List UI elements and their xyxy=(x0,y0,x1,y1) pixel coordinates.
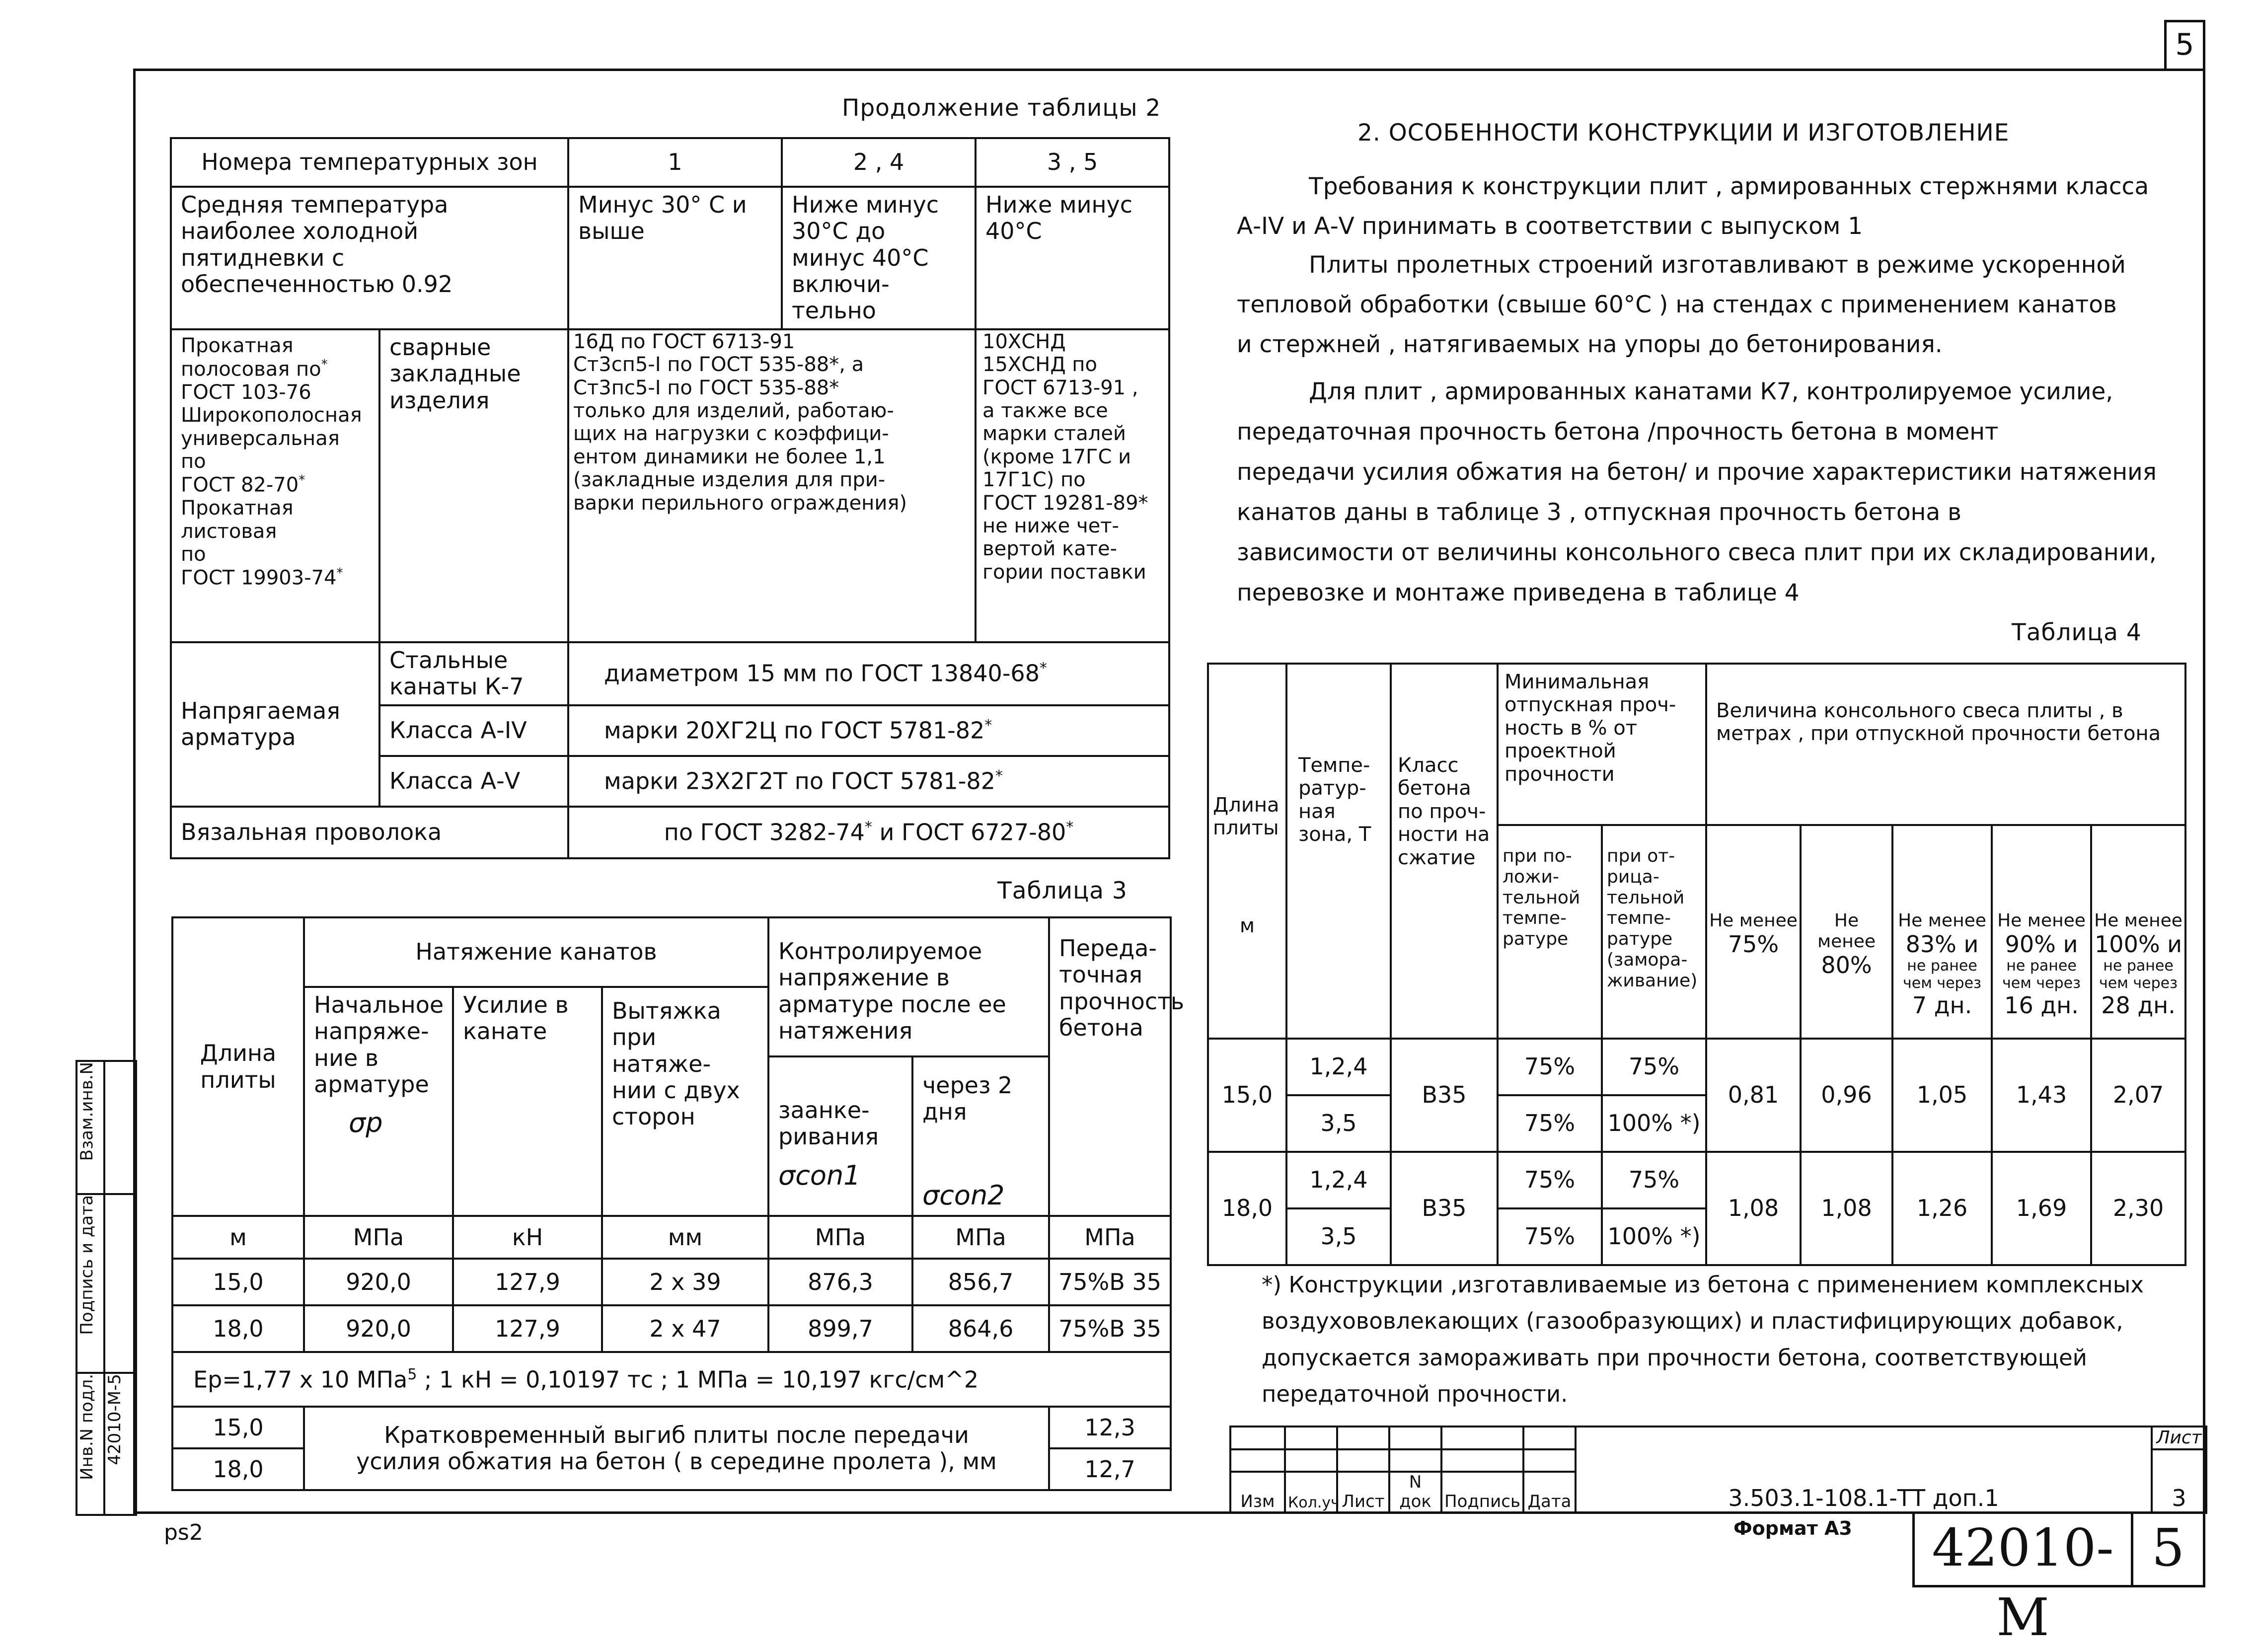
h-col-extra: не ранее чем через xyxy=(1903,957,1981,992)
table4-h-min-neg: при от- рица- тельной темпе- ратуре (замора- живание) xyxy=(1602,825,1706,1039)
steel-v35-line: гории поставки xyxy=(982,560,1146,584)
sidebar-stamp xyxy=(75,1060,137,1516)
steel-v35-line: ГОСТ 19281-89* xyxy=(982,491,1148,515)
footnote-line: воздухововлекающих (газообразующих) и пластифицирующих добавок, xyxy=(1262,1308,2123,1335)
table4-value: 2,07 xyxy=(2091,1039,2185,1152)
table2-header-row xyxy=(171,138,1169,187)
table3-unit: мм xyxy=(602,1216,768,1259)
table3-h-anchor-sym: σcon1 xyxy=(778,1159,861,1191)
steel-v35-line: не ниже чет- xyxy=(982,514,1119,537)
spec-text: марки 23Х2Г2Т по ГОСТ 5781-82 xyxy=(604,767,995,794)
table4-h-col xyxy=(1992,825,2091,1039)
table4 xyxy=(1207,663,2186,1266)
steel-line: листовая xyxy=(181,520,277,543)
table4-zone: 3,5 xyxy=(1286,1208,1391,1265)
spec-text: диаметром 15 мм по ГОСТ 13840-68 xyxy=(604,660,1040,687)
table4-caption: Таблица 4 xyxy=(2012,619,2142,646)
p3-line: передачи усилия обжатия на бетон/ и прочие характеристики натяжения xyxy=(1237,458,2157,486)
table3-h-after-sym: σcon2 xyxy=(922,1179,1005,1211)
stamp-col: Подпись xyxy=(1441,1472,1523,1513)
steel-line: Прокатная xyxy=(181,334,294,357)
table3-h-length: Длина плиты xyxy=(172,917,304,1216)
steel-line: по xyxy=(181,450,206,473)
table3-cell: 864,6 xyxy=(912,1305,1049,1352)
table2 xyxy=(170,137,1170,859)
table4-h-min-pos: при по- ложи- тельной темпе- ратуре xyxy=(1498,825,1602,1039)
table4-neg: 100% *) xyxy=(1602,1208,1706,1265)
table4-h-length-text: Длина плиты xyxy=(1213,794,1280,840)
table2-prestress-spec: диаметром 15 мм по ГОСТ 13840-68* xyxy=(568,642,1169,705)
deflection-length: 18,0 xyxy=(172,1448,304,1490)
p1-line: А-IV и А-V принимать в соответствии с выпуском 1 xyxy=(1237,213,1863,240)
table4-value: 0,96 xyxy=(1801,1039,1892,1152)
table4-class: В35 xyxy=(1391,1152,1498,1265)
steel-v35-line: вертой кате- xyxy=(982,537,1118,561)
table3-h-anchor-text: заанке- ривания xyxy=(778,1097,879,1150)
table2-steel-v35 xyxy=(976,329,1169,642)
steel-v124-line: варки перильного ограждения) xyxy=(573,491,907,515)
steel-line: универсальная xyxy=(181,427,340,450)
section2-p3 xyxy=(1237,372,2205,613)
h-col-main: Не менее xyxy=(2094,910,2183,931)
table4-value: 1,08 xyxy=(1801,1152,1892,1265)
table2-prestress-spec: марки 20ХГ2Ц по ГОСТ 5781-82* xyxy=(568,705,1169,756)
sidebar-inv-value: 42010-М-5 xyxy=(105,1374,125,1465)
table3-cell: 15,0 xyxy=(172,1259,304,1305)
h-col-val: 80% xyxy=(1821,951,1872,978)
table3-h-tension: Натяжение канатов xyxy=(304,917,768,987)
table4-pos: 75% xyxy=(1498,1039,1602,1095)
table2-steel-label: Прокатная полосовая по* ГОСТ 103-76 Широкополосная универсальная по ГОСТ 82-70* Прокатная листовая по ГОСТ 19903-74* xyxy=(171,329,379,642)
table2-caption: Продолжение таблицы 2 xyxy=(842,94,1161,122)
table4-neg: 75% xyxy=(1602,1152,1706,1208)
table4-h-class: Класс бетона по проч- ности на сжатие xyxy=(1391,664,1498,1039)
table3-header-row1 xyxy=(172,917,1171,987)
steel-v35-line: (кроме 17ГС и xyxy=(982,445,1131,468)
steel-v124-line: Ст3пс5-I по ГОСТ 535-88* xyxy=(573,376,839,399)
table3-unit: МПа xyxy=(912,1216,1049,1259)
h-col-main: Не менее xyxy=(1997,910,2086,931)
section2-p1 xyxy=(1237,167,2205,246)
table2-temp-v35: Ниже минус 40°С xyxy=(976,187,1169,329)
table3-cell: 920,0 xyxy=(304,1305,453,1352)
table3-h-after-text: через 2 дня xyxy=(922,1072,1013,1126)
table4-pos: 75% xyxy=(1498,1095,1602,1152)
section2-p2 xyxy=(1237,245,2205,365)
table3-cell: 18,0 xyxy=(172,1305,304,1352)
table4-h-col xyxy=(1892,825,1992,1039)
table2-header-zones: Номера температурных зон xyxy=(171,138,568,187)
table2-row-steel xyxy=(171,329,1169,642)
table3-caption: Таблица 3 xyxy=(997,877,1128,904)
table3-h-initial-text: Начальное напряже- ние в арматуре xyxy=(314,991,444,1098)
table4-value: 1,08 xyxy=(1706,1152,1801,1265)
table2-wire-spec: по ГОСТ 3282-74* и ГОСТ 6727-80* xyxy=(568,807,1169,858)
formula-a: Ер=1,77 х 10 МПа xyxy=(193,1365,408,1393)
stamp-sheet-label: Лист xyxy=(2152,1427,2206,1449)
table3-units-row xyxy=(172,1216,1171,1259)
steel-line: ГОСТ 19903-74 xyxy=(181,566,337,590)
table4-zone: 1,2,4 xyxy=(1286,1152,1391,1208)
table3-row xyxy=(172,1259,1171,1305)
table4-length: 15,0 xyxy=(1208,1039,1286,1152)
table4-row xyxy=(1208,1152,2185,1208)
h-col-main: Не менее xyxy=(1709,910,1798,931)
stamp-col: N док xyxy=(1389,1472,1441,1513)
table4-pos: 75% xyxy=(1498,1152,1602,1208)
p2-line: и стержней , натягиваемых на упоры до бетонирования. xyxy=(1237,331,1943,358)
table4-value: 0,81 xyxy=(1706,1039,1801,1152)
table3-cell: 2 х 39 xyxy=(602,1259,768,1305)
sidebar-podpis: Подпись и дата xyxy=(77,1195,97,1335)
steel-v35-line: 10ХСНД xyxy=(982,330,1066,353)
steel-v124-line: 16Д по ГОСТ 6713-91 xyxy=(573,330,795,353)
table2-prestress-spec: марки 23Х2Г2Т по ГОСТ 5781-82* xyxy=(568,756,1169,807)
page-corner-number-box xyxy=(2164,20,2205,70)
steel-line: ГОСТ 82-70 xyxy=(181,473,299,497)
table4-h-zone: Темпе- ратур- ная зона, Т xyxy=(1286,664,1391,1039)
table3-cell: 899,7 xyxy=(768,1305,912,1352)
footnote-line: допускается замораживать при прочности бетона, соответствующей xyxy=(1262,1344,2087,1371)
deflection-length: 15,0 xyxy=(172,1407,304,1448)
table2-prestress-type: Класса А-IV xyxy=(379,705,568,756)
table3-h-anchor xyxy=(768,1056,912,1216)
steel-v124-line: (закладные изделия для при- xyxy=(573,468,886,492)
table2-prestress-type: Стальные канаты К-7 xyxy=(379,642,568,705)
table2-header-zone1: 1 xyxy=(568,138,782,187)
stamp-col: Дата xyxy=(1523,1472,1576,1513)
table3-h-control: Контролируемое напряжение в арматуре после ее натяжения xyxy=(768,917,1049,1056)
table4-h-col xyxy=(1801,825,1892,1039)
table4-value: 1,26 xyxy=(1892,1152,1992,1265)
table4-h-length-unit: м xyxy=(1239,914,1255,937)
steel-v35-line: ГОСТ 6713-91 , xyxy=(982,376,1138,399)
footer-left: ps2 xyxy=(164,1520,203,1545)
steel-v124-line: только для изделий, работаю- xyxy=(573,399,894,422)
h-col-val: 90% и xyxy=(2005,930,2078,958)
table3-cell: 75%В 35 xyxy=(1049,1259,1171,1305)
deflection-value: 12,7 xyxy=(1049,1448,1171,1490)
table2-temp-v1: Минус 30° С и выше xyxy=(568,187,782,329)
table4-row xyxy=(1208,1039,2185,1095)
table3-unit: МПа xyxy=(1049,1216,1171,1259)
sidebar-inv: Инв.N подл. xyxy=(77,1374,97,1480)
table2-row-k7 xyxy=(171,642,1169,705)
table3-h-initial xyxy=(304,987,453,1216)
title-block xyxy=(1229,1426,2207,1514)
table3-cell: 127,9 xyxy=(453,1305,602,1352)
table4-h-col xyxy=(2091,825,2185,1039)
table3-unit: кН xyxy=(453,1216,602,1259)
table4-zone: 3,5 xyxy=(1286,1095,1391,1152)
h-col-main: Не менее xyxy=(1817,910,1876,952)
footnote-line: передаточной прочности. xyxy=(1262,1381,1568,1408)
section2-title: 2. ОСОБЕННОСТИ КОНСТРУКЦИИ И ИЗГОТОВЛЕНИЕ xyxy=(1357,119,2010,147)
p3-line: канатов даны в таблице 3 , отпускная прочность бетона в xyxy=(1237,499,1961,526)
table2-steel-v124 xyxy=(568,329,976,642)
steel-v35-line: 15ХСНД по xyxy=(982,353,1097,376)
wire-spec-a: по ГОСТ 3282-74 xyxy=(664,819,865,845)
p2-line: Плиты пролетных строений изготавливают в режиме ускоренной xyxy=(1309,251,2126,279)
h-col-extra: не ранее чем через xyxy=(2099,957,2178,992)
sidebar-vzam: Взам.инв.N xyxy=(77,1062,97,1161)
table2-steel-sublabel: сварные закладные изделия xyxy=(379,329,568,642)
h-col-val: 83% и xyxy=(1905,930,1979,958)
table3-cell: 75%В 35 xyxy=(1049,1305,1171,1352)
table3-formula xyxy=(172,1352,1171,1407)
table2-temp-label: Средняя температура наиболее холодной пятидневки с обеспеченностью 0.92 xyxy=(171,187,568,329)
table3-row xyxy=(172,1305,1171,1352)
table2-header-zone35: 3 , 5 xyxy=(976,138,1169,187)
table2-prestress-label: Напрягаемая арматура xyxy=(171,642,379,807)
steel-line: Прокатная xyxy=(181,497,294,520)
spec-text: марки 20ХГ2Ц по ГОСТ 5781-82 xyxy=(604,717,985,744)
table4-neg: 75% xyxy=(1602,1039,1706,1095)
steel-v35-line: марки сталей xyxy=(982,422,1126,446)
table4-neg: 100% *) xyxy=(1602,1095,1706,1152)
table3-cell: 2 х 47 xyxy=(602,1305,768,1352)
page-corner-number: 5 xyxy=(2175,27,2194,62)
stamp-col: Лист xyxy=(1337,1472,1389,1513)
table3-cell: 856,7 xyxy=(912,1259,1049,1305)
steel-v124-line: ентом динамики не более 1,1 xyxy=(573,445,886,468)
table4-value: 1,05 xyxy=(1892,1039,1992,1152)
table4-h-overhang: Величина консольного свеса плиты , в метрах , при отпускной прочности бетона xyxy=(1706,664,2185,825)
table2-wire-label: Вязальная проволока xyxy=(171,807,568,858)
table3-unit: МПа xyxy=(768,1216,912,1259)
table3-cell: 127,9 xyxy=(453,1259,602,1305)
table4-length: 18,0 xyxy=(1208,1152,1286,1265)
table3 xyxy=(171,916,1185,1491)
table3-deflection-row xyxy=(172,1407,1171,1448)
stamp-code: 3.503.1-108.1-ТТ доп.1 xyxy=(1576,1427,2152,1513)
table3-h-initial-sym: σp xyxy=(349,1107,383,1139)
table3-h-after xyxy=(912,1056,1049,1216)
p3-line: передаточная прочность бетона /прочность бетона в момент xyxy=(1237,418,1999,446)
steel-v124-line: щих на нагрузки с коэффици- xyxy=(573,422,889,446)
page-number-box xyxy=(2131,1513,2205,1587)
table4-zone: 1,2,4 xyxy=(1286,1039,1391,1095)
h-col-val: 100% и xyxy=(2095,930,2183,958)
h-col-days: 16 дн. xyxy=(2004,991,2079,1019)
formula-sup: 5 xyxy=(407,1365,417,1383)
stamp-sheet-value: 3 xyxy=(2152,1449,2206,1513)
table3-unit: МПа xyxy=(304,1216,453,1259)
table3-cell: 920,0 xyxy=(304,1259,453,1305)
big-page: 5 xyxy=(2151,1517,2185,1578)
steel-line: Широкополосная xyxy=(181,404,362,427)
table4-value: 1,43 xyxy=(1992,1039,2091,1152)
table4-value: 2,30 xyxy=(2091,1152,2185,1265)
table2-header-zone24: 2 , 4 xyxy=(782,138,976,187)
table4-h-min: Минимальная отпускная проч- ность в % от проектной прочности xyxy=(1498,664,1706,825)
stamp-col: Изм xyxy=(1230,1472,1285,1513)
p1-line: Требования к конструкции плит , армированных стержнями класса xyxy=(1309,173,2149,200)
steel-v35-line: 17Г1С) по xyxy=(982,468,1086,492)
table3-h-transfer: Переда- точная прочность бетона xyxy=(1049,917,1171,1216)
table2-temp-v24: Ниже минус 30°С до минус 40°С включи- тельно xyxy=(782,187,976,329)
steel-line: полосовая по xyxy=(181,358,321,381)
table4-value: 1,69 xyxy=(1992,1152,2091,1265)
table4-h-length xyxy=(1208,664,1286,1039)
table4-h-col xyxy=(1706,825,1801,1039)
table4-class: В35 xyxy=(1391,1039,1498,1152)
h-col-extra: не ранее чем через xyxy=(2002,957,2081,992)
steel-line: ГОСТ 103-76 xyxy=(181,380,311,404)
code-box xyxy=(1912,1513,2131,1648)
table4-header-row1 xyxy=(1208,664,2185,825)
table2-row-wire xyxy=(171,807,1169,858)
table3-unit: м xyxy=(172,1216,304,1259)
p3-line: зависимости от величины консольного свеса плит при их складировании, xyxy=(1237,539,2157,566)
table2-prestress-type: Класса А-V xyxy=(379,756,568,807)
steel-line: по xyxy=(181,542,206,566)
p3-line: Для плит , армированных канатами К7, контролируемое усилие, xyxy=(1309,378,2113,405)
table3-h-elong: Вытяжка при натяже- нии с двух сторон xyxy=(602,987,768,1216)
table2-row-temp xyxy=(171,187,1169,329)
table4-pos: 75% xyxy=(1498,1208,1602,1265)
wire-spec-b: и ГОСТ 6727-80 xyxy=(879,819,1066,845)
table3-h-force: Усилие в канате xyxy=(453,987,602,1216)
deflection-value: 12,3 xyxy=(1049,1407,1171,1448)
deflection-label: Кратковременный выгиб плиты после передачи усилия обжатия на бетон ( в середине пролета ), мм xyxy=(304,1407,1049,1490)
big-code: 42010-М xyxy=(1932,1517,2114,1648)
steel-v35-line: а также все xyxy=(982,399,1108,422)
h-col-days: 7 дн. xyxy=(1912,991,1972,1019)
format-label: Формат А3 xyxy=(1733,1517,1852,1539)
formula-b: ; 1 кН = 0,10197 тс ; 1 МПа = 10,197 кгс/см^2 xyxy=(424,1365,979,1393)
table4-footnote xyxy=(1262,1267,2195,1412)
stamp-col: Кол.уч xyxy=(1285,1472,1337,1513)
table3-cell: 876,3 xyxy=(768,1259,912,1305)
footnote-line: *) Конструкции ,изготавливаемые из бетона с применением комплексных xyxy=(1262,1272,2144,1298)
steel-v124-line: Ст3сп5-I по ГОСТ 535-88*, а xyxy=(573,353,864,376)
p2-line: тепловой обработки (свыше 60°С ) на стендах с применением канатов xyxy=(1237,291,2117,318)
h-col-days: 28 дн. xyxy=(2101,991,2176,1019)
h-col-val: 75% xyxy=(1728,930,1779,958)
table3-formula-row xyxy=(172,1352,1171,1407)
h-col-main: Не менее xyxy=(1898,910,1986,931)
p3-line: перевозке и монтаже приведена в таблице 4 xyxy=(1237,579,1800,606)
